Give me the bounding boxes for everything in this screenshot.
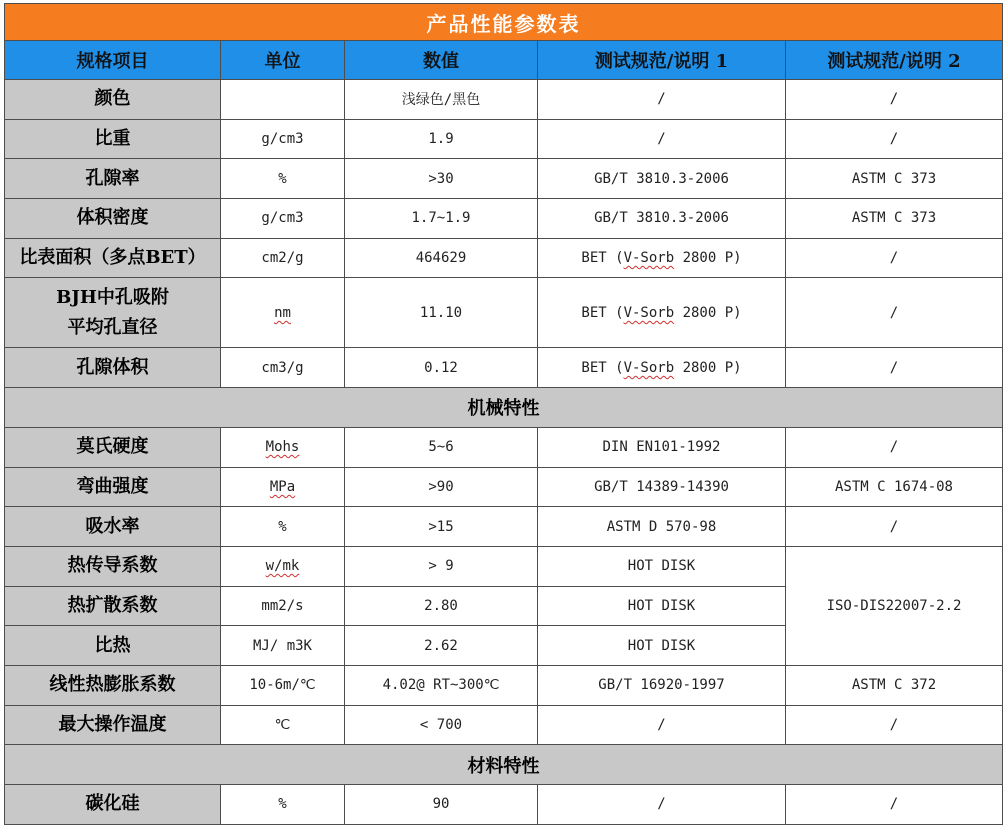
row-value: > 9 <box>345 546 538 586</box>
row-spec2: / <box>786 119 1003 159</box>
row-value: 2.80 <box>345 586 538 626</box>
row-value: 浅绿色/黑色 <box>345 80 538 120</box>
row-spec1: HOT DISK <box>538 546 786 586</box>
row-label: 吸水率 <box>5 507 221 547</box>
row-label: 碳化硅 <box>5 785 221 825</box>
row-spec2: / <box>786 785 1003 825</box>
table-row <box>5 705 1003 745</box>
header-value: 数值 <box>345 41 538 80</box>
table-row <box>5 427 1003 467</box>
row-unit: w/mk <box>221 546 345 586</box>
row-value: 5~6 <box>345 427 538 467</box>
table-row <box>5 278 1003 348</box>
row-value: 464629 <box>345 238 538 278</box>
row-value: 1.7~1.9 <box>345 199 538 239</box>
table-row <box>5 507 1003 547</box>
section-title-mechanical: 机械特性 <box>5 388 1003 428</box>
parameter-table <box>4 3 1003 825</box>
row-unit: 10-6m/℃ <box>221 665 345 705</box>
section-row <box>5 745 1003 785</box>
row-label: 莫氏硬度 <box>5 427 221 467</box>
header-unit: 单位 <box>221 41 345 80</box>
row-unit: cm3/g <box>221 348 345 388</box>
row-label: 线性热膨胀系数 <box>5 665 221 705</box>
section-title-material: 材料特性 <box>5 745 1003 785</box>
row-spec1: BET (V-Sorb 2800 P) <box>538 348 786 388</box>
row-value: >15 <box>345 507 538 547</box>
row-spec2: / <box>786 80 1003 120</box>
row-unit: Mohs <box>221 427 345 467</box>
row-spec1: GB/T 16920-1997 <box>538 665 786 705</box>
table-row <box>5 238 1003 278</box>
row-label: 比重 <box>5 119 221 159</box>
header-item: 规格项目 <box>5 41 221 80</box>
row-spec1: DIN EN101-1992 <box>538 427 786 467</box>
table-row <box>5 80 1003 120</box>
row-spec2: ASTM C 1674-08 <box>786 467 1003 507</box>
row-spec1: / <box>538 80 786 120</box>
row-spec1: / <box>538 119 786 159</box>
row-unit: mm2/s <box>221 586 345 626</box>
table-row <box>5 785 1003 825</box>
table-row <box>5 665 1003 705</box>
row-spec2: / <box>786 705 1003 745</box>
row-value: >30 <box>345 159 538 199</box>
row-unit: % <box>221 159 345 199</box>
row-unit: g/cm3 <box>221 119 345 159</box>
row-spec1: / <box>538 705 786 745</box>
row-spec1: GB/T 3810.3-2006 <box>538 199 786 239</box>
row-spec1: BET (V-Sorb 2800 P) <box>538 278 786 348</box>
row-spec2: / <box>786 278 1003 348</box>
row-label: 比表面积（多点BET） <box>5 238 221 278</box>
table-row <box>5 159 1003 199</box>
header-spec2: 测试规范/说明 2 <box>786 41 1003 80</box>
row-value: 4.02@ RT~300℃ <box>345 665 538 705</box>
table-row <box>5 199 1003 239</box>
row-unit: nm <box>221 278 345 348</box>
row-unit: g/cm3 <box>221 199 345 239</box>
row-value: 0.12 <box>345 348 538 388</box>
table-row <box>5 119 1003 159</box>
row-spec1: HOT DISK <box>538 626 786 666</box>
row-label: 孔隙率 <box>5 159 221 199</box>
table-row <box>5 546 1003 586</box>
row-unit: ℃ <box>221 705 345 745</box>
row-spec2: ASTM C 372 <box>786 665 1003 705</box>
row-label: 体积密度 <box>5 199 221 239</box>
row-unit: MJ/ m3K <box>221 626 345 666</box>
row-spec1: BET (V-Sorb 2800 P) <box>538 238 786 278</box>
row-value: 1.9 <box>345 119 538 159</box>
row-spec2: / <box>786 507 1003 547</box>
row-spec1: GB/T 14389-14390 <box>538 467 786 507</box>
row-spec2-merged: ISO-DIS22007-2.2 <box>786 546 1003 665</box>
row-spec1: GB/T 3810.3-2006 <box>538 159 786 199</box>
row-spec2: / <box>786 348 1003 388</box>
row-value: 11.10 <box>345 278 538 348</box>
row-spec1: HOT DISK <box>538 586 786 626</box>
row-unit: cm2/g <box>221 238 345 278</box>
row-unit: MPa <box>221 467 345 507</box>
row-value: 90 <box>345 785 538 825</box>
row-unit <box>221 80 345 120</box>
row-value: 2.62 <box>345 626 538 666</box>
table-row <box>5 467 1003 507</box>
row-spec2: / <box>786 427 1003 467</box>
row-label: 弯曲强度 <box>5 467 221 507</box>
row-label: 最大操作温度 <box>5 705 221 745</box>
row-spec2: ASTM C 373 <box>786 199 1003 239</box>
table-row <box>5 348 1003 388</box>
row-label: 热传导系数 <box>5 546 221 586</box>
row-label: 比热 <box>5 626 221 666</box>
row-spec2: / <box>786 238 1003 278</box>
header-spec1: 测试规范/说明 1 <box>538 41 786 80</box>
row-label: BJH中孔吸附 平均孔直径 <box>5 278 221 348</box>
row-label: 颜色 <box>5 80 221 120</box>
row-label: 孔隙体积 <box>5 348 221 388</box>
row-spec1: ASTM D 570-98 <box>538 507 786 547</box>
row-label: 热扩散系数 <box>5 586 221 626</box>
row-unit: % <box>221 785 345 825</box>
table-title: 产品性能参数表 <box>5 4 1003 41</box>
row-value: < 700 <box>345 705 538 745</box>
section-row <box>5 388 1003 428</box>
row-spec1: / <box>538 785 786 825</box>
row-unit: % <box>221 507 345 547</box>
row-value: >90 <box>345 467 538 507</box>
row-spec2: ASTM C 373 <box>786 159 1003 199</box>
